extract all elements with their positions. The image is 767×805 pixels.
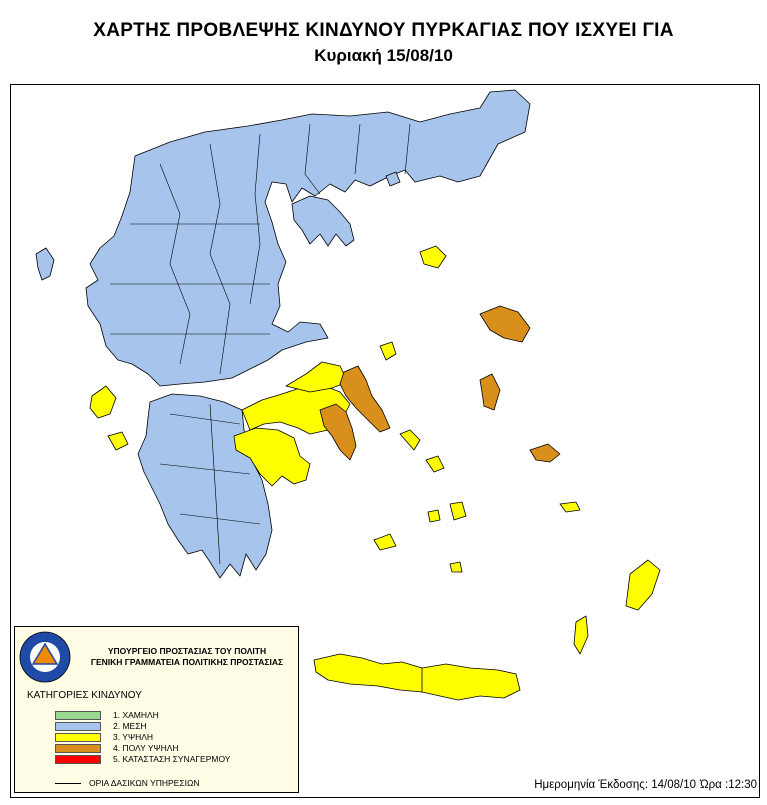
legend-swatch-low xyxy=(55,711,101,720)
legend-item-high xyxy=(55,733,295,743)
legend-swatch-very-high xyxy=(55,744,101,753)
legend-label-medium: 2. ΜΕΣΗ xyxy=(113,721,147,731)
map-title: ΧΑΡΤΗΣ ΠΡΟΒΛΕΨΗΣ ΚΙΝΔΥΝΟΥ ΠΥΡΚΑΓΙΑΣ ΠΟΥ ΙΣΧΥΕΙ ΓΙΑ xyxy=(93,20,674,41)
civil-protection-emblem-icon xyxy=(19,631,71,683)
legend-item-alert xyxy=(55,755,295,765)
boundary-line-icon xyxy=(55,783,81,784)
legend-item-low xyxy=(55,711,295,721)
legend-swatch-alert xyxy=(55,755,101,764)
legend-label-low: 1. ΧΑΜΗΛΗ xyxy=(113,710,159,720)
legend-label-alert: 5. ΚΑΤΑΣΤΑΣΗ ΣΥΝΑΓΕΡΜΟΥ xyxy=(113,754,231,764)
ministry-name: ΥΠΟΥΡΓΕΙΟ ΠΡΟΣΤΑΣΙΑΣ ΤΟΥ ΠΟΛΙΤΗ xyxy=(107,646,267,656)
legend-item-very-high xyxy=(55,744,295,754)
secretariat-name: ΓΕΝΙΚΗ ΓΡΑΜΜΑΤΕΙΑ ΠΟΛΙΤΙΚΗΣ ΠΡΟΣΤΑΣΙΑΣ xyxy=(90,657,284,667)
legend-label-high: 3. ΥΨΗΛΗ xyxy=(113,732,154,742)
legend-boundary-label: ΟΡΙΑ ΔΑΣΙΚΩΝ ΥΠΗΡΕΣΙΩΝ xyxy=(89,778,200,788)
legend-item-medium xyxy=(55,722,295,732)
legend-title: ΚΑΤΗΓΟΡΙΕΣ ΚΙΝΔΥΝΟΥ xyxy=(27,690,142,701)
legend-label-very-high: 4. ΠΟΛΥ ΥΨΗΛΗ xyxy=(113,743,179,753)
legend-swatch-high xyxy=(55,733,101,742)
issue-date: Ημερομηνία Έκδοσης: 14/08/10 xyxy=(534,779,696,791)
legend-swatch-medium xyxy=(55,722,101,731)
map-date: Κυριακή 15/08/10 xyxy=(314,46,453,65)
legend-boundary xyxy=(55,778,199,788)
legend-panel xyxy=(14,626,299,793)
issue-info xyxy=(530,779,757,791)
issue-time: Ώρα :12:30 xyxy=(699,779,757,791)
